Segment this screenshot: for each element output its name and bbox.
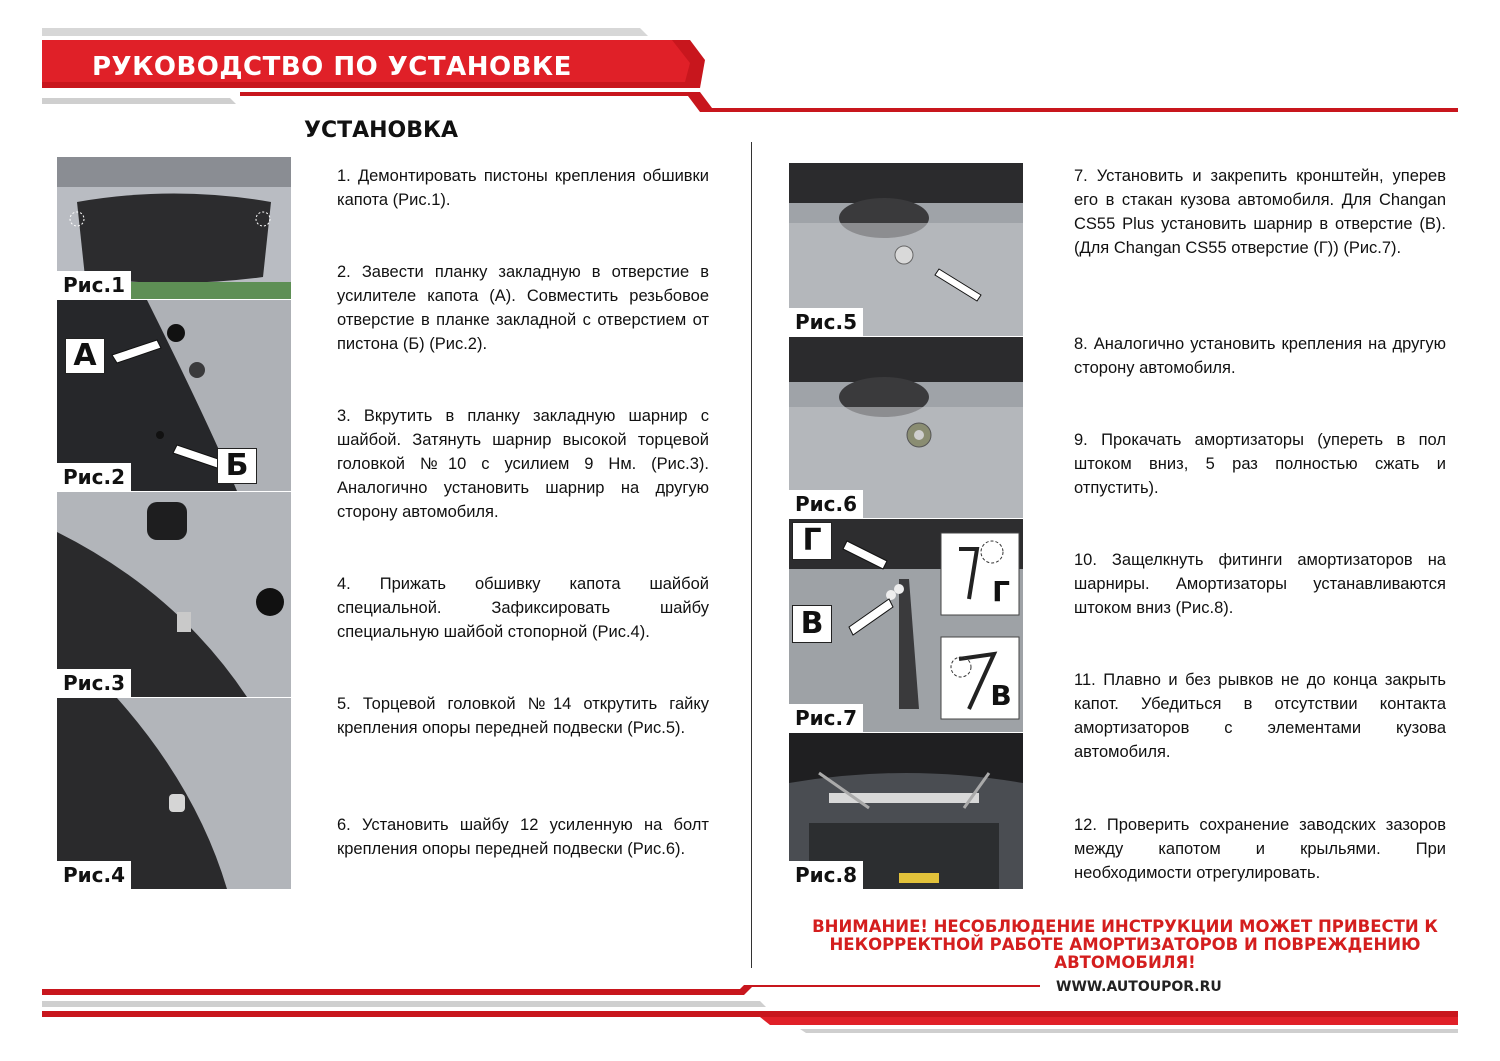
figure-caption: Рис.6 <box>789 490 863 518</box>
figure-caption: Рис.5 <box>789 308 863 336</box>
step-11: 11. Плавно и без рывков не до конца закрыть капот. Убедиться в отсутствии контакта амортизаторов с элементами кузова автомобиля. <box>1074 671 1446 761</box>
marker-letter-b: Б <box>217 448 257 484</box>
figure-caption: Рис.1 <box>57 271 131 299</box>
inset-letter-v: В <box>990 679 1012 712</box>
figure-2-photo <box>57 300 291 491</box>
section-title: УСТАНОВКА <box>304 118 459 143</box>
page-header-title: РУКОВОДСТВО ПО УСТАНОВКЕ <box>92 52 572 82</box>
figure-caption: Рис.3 <box>57 669 131 697</box>
marker-letter-a: А <box>65 338 105 374</box>
figure-4-photo <box>57 698 291 889</box>
figure-7-photo <box>789 519 1023 732</box>
step-7: 7. Установить и закрепить кронштейн, уперев его в стакан кузова автомобиля. Для Changan CS55 Plus установить шарнир в отверстие (В). (Для Changan CS55 отверстие (Г)) (Рис.7). <box>1074 167 1446 257</box>
warning-text: ВНИМАНИЕ! НЕСОБЛЮДЕНИЕ ИНСТРУКЦИИ МОЖЕТ ПРИВЕСТИ К НЕКОРРЕКТНОЙ РАБОТЕ АМОРТИЗАТОРОВ И ПОВРЕЖДЕНИЮ АВТОМОБИЛЯ! <box>812 917 1438 972</box>
figure-caption: Рис.4 <box>57 861 131 889</box>
step-3: 3. Вкрутить в планку закладную шарнир с шайбой. Затянуть шарнир высокой торцевой головкой №10 с усилием 9 Нм. (Рис.3). Аналогично установить шарнир на другую сторону автомобиля. <box>337 407 709 521</box>
step-9: 9. Прокачать амортизаторы (упереть в пол штоком вниз, 5 раз полностью сжать и отпустить). <box>1074 431 1446 497</box>
figure-1-photo <box>57 157 291 299</box>
footer-banner <box>0 985 1500 1045</box>
step-4: 4. Прижать обшивку капота шайбой специальной. Зафиксировать шайбу специальную шайбой стопорной (Рис.4). <box>337 575 709 641</box>
step-5: 5. Торцевой головкой №14 открутить гайку крепления опоры передней подвески (Рис.5). <box>337 695 709 737</box>
marker-letter-g: Г <box>792 522 832 560</box>
step-6: 6. Установить шайбу 12 усиленную на болт крепления опоры передней подвески (Рис.6). <box>337 816 709 858</box>
figure-8-photo <box>789 733 1023 889</box>
step-12: 12. Проверить сохранение заводских зазоров между капотом и крыльями. При необходимости отрегулировать. <box>1074 816 1446 882</box>
figure-caption: Рис.8 <box>789 861 863 889</box>
figure-3-photo <box>57 492 291 697</box>
marker-letter-v: В <box>792 605 832 643</box>
column-divider <box>751 142 752 968</box>
figure-caption: Рис.7 <box>789 704 863 732</box>
inset-letter-g: Г <box>992 575 1010 608</box>
figure-5-photo <box>789 163 1023 336</box>
step-2: 2. Завести планку закладную в отверстие в усилителе капота (А). Совместить резьбовое отверстие в планке закладной с отверстием от пистона (Б) (Рис.2). <box>337 263 709 353</box>
website-link[interactable]: WWW.AUTOUPOR.RU <box>1056 979 1222 995</box>
figure-6-photo <box>789 337 1023 518</box>
figure-caption: Рис.2 <box>57 463 131 491</box>
step-10: 10. Защелкнуть фитинги амортизаторов на шарниры. Амортизаторы устанавливаются штоком вниз (Рис.8). <box>1074 551 1446 617</box>
step-8: 8. Аналогично установить крепления на другую сторону автомобиля. <box>1074 335 1446 377</box>
step-1: 1. Демонтировать пистоны крепления обшивки капота (Рис.1). <box>337 167 709 209</box>
